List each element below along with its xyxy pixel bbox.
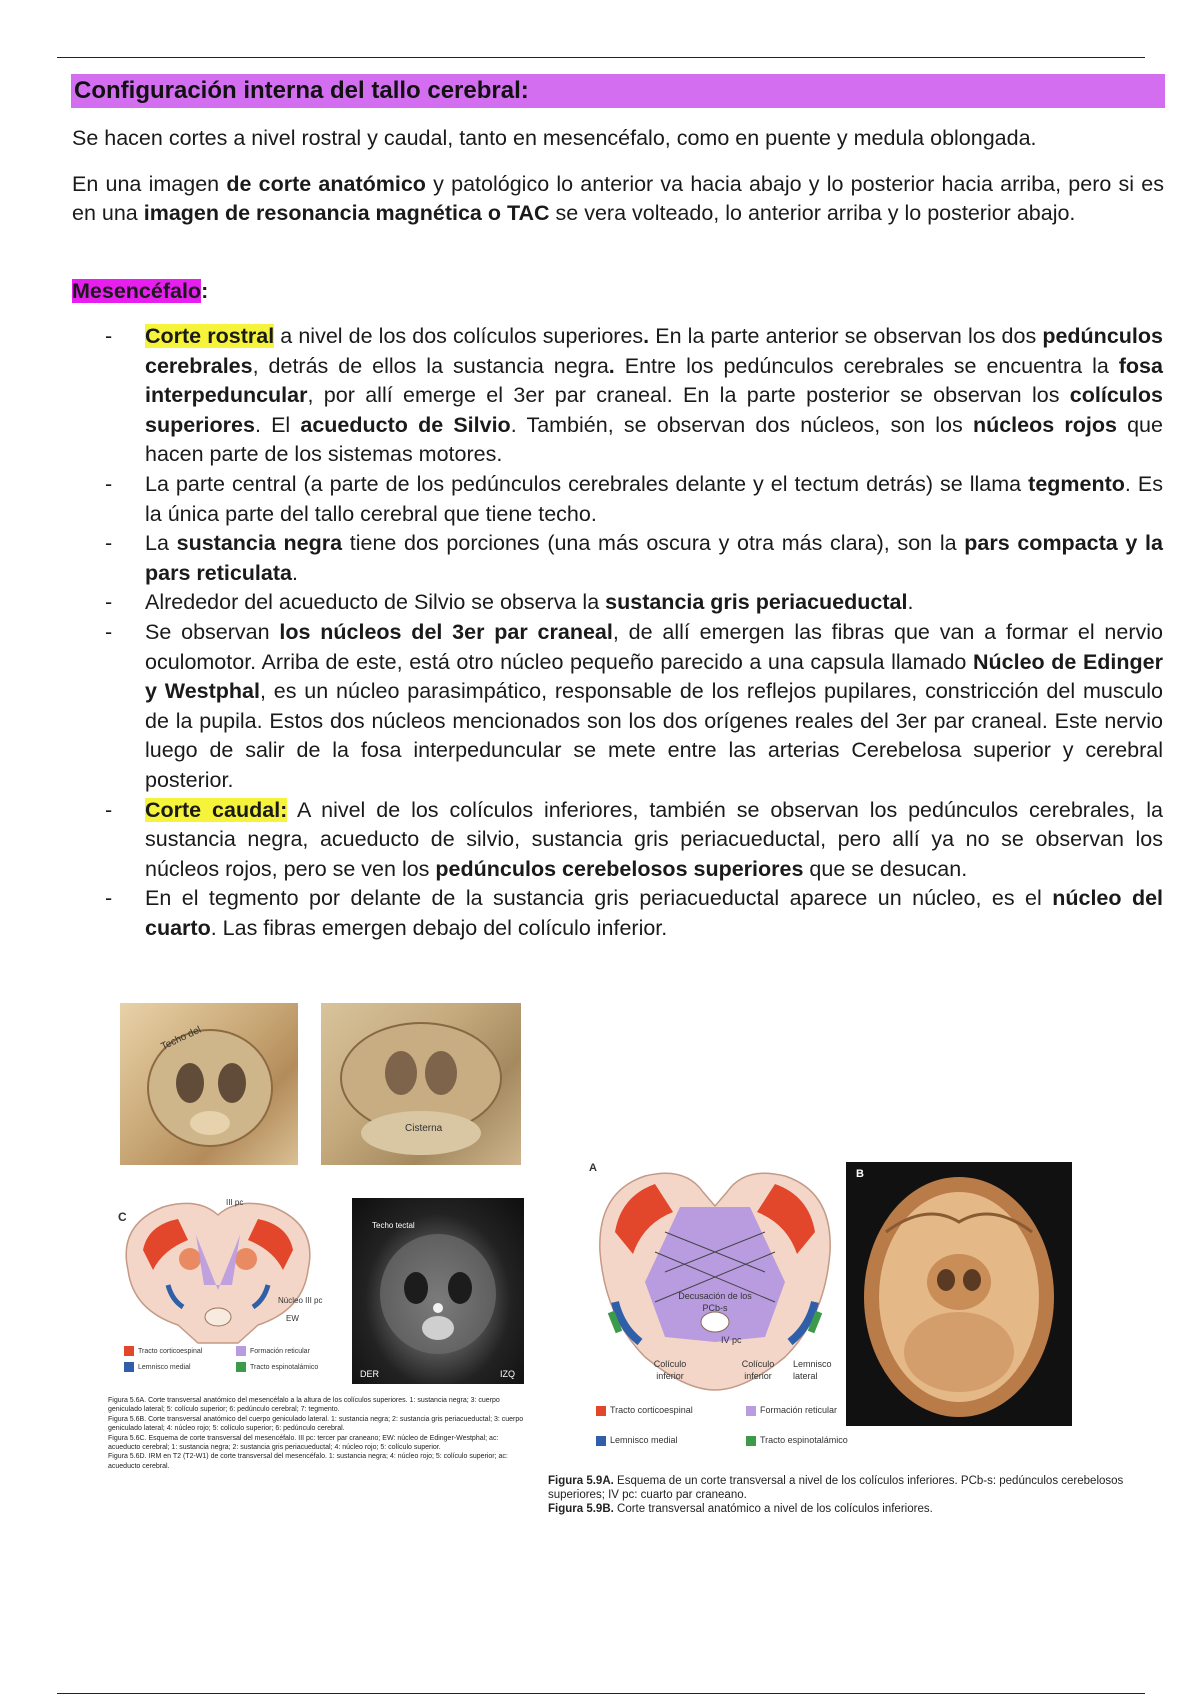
photo-b-drawing — [321, 1003, 521, 1165]
figure-right-caption — [548, 1474, 1124, 1516]
bottom-rule — [57, 1693, 1145, 1694]
panel-label-c: C — [118, 1210, 127, 1224]
list-item: - La sustancia negra tiene dos porciones (una más oscura y otra más clara), son la pars compacta y la pars reticulata. — [105, 531, 1163, 585]
schematic-midbrain-c — [108, 1195, 328, 1365]
list-item: - La parte central (a parte de los pedúnculos cerebrales delante y el tectum detrás) se llama tegmento. Es la única parte del tallo cerebral que tiene techo. — [105, 471, 1163, 526]
legend-swatch — [236, 1362, 246, 1372]
legend-left — [124, 1344, 324, 1378]
legend-swatch — [746, 1406, 756, 1416]
slice-b-drawing — [846, 1162, 1072, 1426]
figure-left-caption — [108, 1396, 526, 1471]
legend-item: Formación reticular — [236, 1346, 310, 1358]
intro-paragraph: Se hacen cortes a nivel rostral y caudal, tanto en mesencéfalo, como en puente y medula oblongada. — [72, 126, 1037, 150]
photo-label: Cisterna — [405, 1123, 443, 1134]
mri-der: DER — [360, 1369, 380, 1379]
legend-item: Tracto espinotalámico — [746, 1434, 848, 1446]
caption-line: Figura 5.6B. Corte transversal anatómico del cuerpo geniculado lateral. 1: sustancia negra; 2: sustancia gris periacueductal; 3: cuerpo geniculado lateral; 4: núcleo rojo; 5: colículo superior; 6: pedúnculo cerebral. — [108, 1415, 524, 1433]
mri-izq: IZQ — [500, 1369, 515, 1379]
legend-item: Tracto corticoespinal — [596, 1404, 693, 1416]
list-item: - Se observan los núcleos del 3er par craneal, de allí emergen las fibras que van a formar el nervio oculomotor. Arriba de este, está otro núcleo pequeño parecido a una capsula llamado Núcleo de Edinger y Westphal, es un núcleo parasimpático, responsable de los reflejos pupilares, constricción del musculo de la pupila. Estos dos núcleos mencionados son los dos orígenes reales del 3er par craneal. Este nervio luego de salir de la fosa interpeduncular se mete entre las arterias Cerebelosa superior y cerebral posterior. — [105, 619, 1163, 792]
label-nucleo-iii: Núcleo III pc — [278, 1296, 323, 1305]
legend-item: Tracto espinotalámico — [236, 1362, 318, 1374]
list-item: - En el tegmento por delante de la sustancia gris periacueductal aparece un núcleo, es el núcleo del cuarto. Las fibras emergen debajo del colículo inferior. — [105, 886, 1164, 940]
section-heading-mesencefalo: Mesencéfalo: — [72, 279, 209, 303]
list-item: - Corte rostral a nivel de los dos colículos superiores. En la parte anterior se observan los dos pedúnculos cerebrales, detrás de ellos la sustancia negra. Entre los pedúnculos cerebrales se encuentra la fosa interpeduncular, por allí emerge el 3er par craneal. En la parte posterior se observan los colículos superiores. El acueducto de Silvio. También, se observan dos núcleos, son los núcleos rojos que hacen parte de los sistemas motores. — [105, 324, 1163, 467]
label-coliculo-left: Colículo inferior — [653, 1359, 687, 1381]
list-item: - Alrededor del acueducto de Silvio se observa la sustancia gris periacueductal. — [105, 590, 914, 615]
mri-image-d — [352, 1198, 524, 1384]
photo-label: Techo del — [159, 1024, 203, 1053]
legend-swatch — [124, 1362, 134, 1372]
anatomical-photo-b — [321, 1003, 521, 1165]
list-item: - Corte caudal: A nivel de los colículos inferiores, también se observan los pedúnculos cerebrales, la sustancia negra, acueducto de silvio, sustancia gris periacueductal, pero allí ya no se observan los núcleos rojos, pero se ven los pedúnculos cerebelosos superiores que se desucan. — [105, 797, 1163, 881]
legend-item: Lemnisco medial — [124, 1362, 191, 1374]
legend-swatch — [236, 1346, 246, 1356]
panel-label-b: B — [856, 1168, 864, 1180]
anatomical-slice-b — [846, 1162, 1072, 1426]
orientation-paragraph: En una imagen de corte anatómico y patológico lo anterior va hacia abajo y lo posterior hacia arriba, pero si es en una imagen de resonancia magnética o TAC se vera volteado, lo anterior arriba y lo posterior abajo. — [72, 172, 1165, 225]
legend-swatch — [596, 1406, 606, 1416]
schematic-c-drawing — [108, 1195, 328, 1365]
legend-swatch — [746, 1436, 756, 1446]
label-ew: EW — [286, 1314, 299, 1323]
legend-swatch — [596, 1436, 606, 1446]
legend-right — [596, 1402, 856, 1462]
caption-line: Figura 5.6C. Esquema de corte transversal del mesencéfalo. III pc: tercer par craneano; EW: núcleo de Edinger-Westphal; ac: acueducto cerebral; 1: sustancia negra; 2: sustancia gris periacueductal; 4: núcleo rojo; 5: colículo superior. — [108, 1434, 499, 1452]
bullet-list — [105, 322, 1163, 943]
caption-line: Figura 5.9B. Corte transversal anatómico a nivel de los colículos inferiores. — [548, 1503, 933, 1515]
label-decusacion: Decusación de los PCb-s — [678, 1291, 752, 1313]
legend-item: Tracto corticoespinal — [124, 1346, 202, 1358]
legend-swatch — [124, 1346, 134, 1356]
label-coliculo-right: Colículo inferior — [741, 1359, 775, 1381]
caption-line: Figura 5.9A. Esquema de un corte transversal a nivel de los colículos inferiores. PCb-s: pedúnculos cerebelosos superiores; IV pc: cuarto par craneano. — [548, 1475, 1124, 1501]
photo-a-drawing — [120, 1003, 298, 1165]
label-lemnisco-lateral: Lemnisco lateral — [793, 1359, 832, 1381]
panel-label-a: A — [589, 1162, 597, 1174]
schematic-caudal-a — [585, 1162, 845, 1400]
mri-label: Techo tectal — [372, 1221, 415, 1230]
legend-item: Formación reticular — [746, 1404, 837, 1416]
top-rule — [57, 57, 1145, 58]
legend-item: Lemnisco medial — [596, 1434, 678, 1446]
caption-line: Figura 5.6A. Corte transversal anatómico del mesencéfalo a la altura de los colículos superiores. 1: sustancia negra; 3: cuerpo geniculado lateral; 5: colículo superior; 6: pedúnculo cerebral; 7: tegmento. — [108, 1397, 500, 1414]
label-iiipc: III pc — [226, 1198, 244, 1207]
label-ivpc: IV pc — [721, 1335, 742, 1345]
page-title: Configuración interna del tallo cerebral: — [71, 74, 1165, 108]
anatomical-photo-a — [120, 1003, 298, 1165]
caption-line: Figura 5.6D. IRM en T2 (T2-W1) de corte transversal del mesencéfalo. 1: sustancia negra; 4: núcleo rojo; 5: colículo superior; ac: acueducto cerebral. — [108, 1453, 508, 1470]
